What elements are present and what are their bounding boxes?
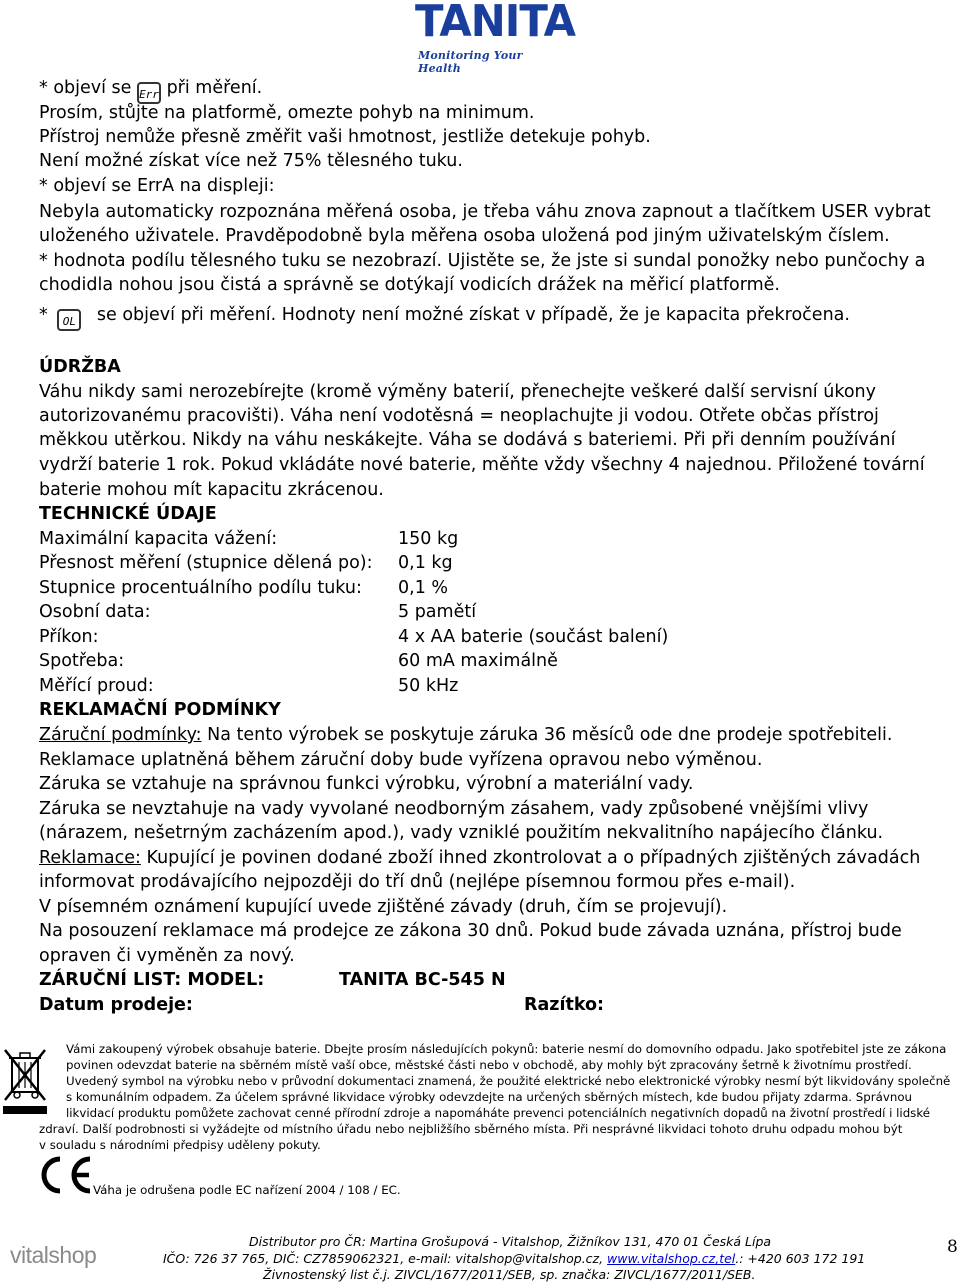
stamp-label: Razítko: [524,995,605,1015]
tech-row [39,625,919,649]
warranty-line: V písemném oznámení kupující uvede zjištěné závady (druh, čím se projevují). [39,897,728,917]
maintenance-line: autorizovanému pracovišti). Váha není vodotěsná = neoplachujte ji vodou. Otřete občas přístroj [39,406,879,426]
disposal-line: povinen odevzdat baterie na sběrném místě vaší obce, městské části nebo v obchodě, aby mohly být zpracovány šetrně k životnímu prostředí. [66,1058,912,1072]
ol-display-icon: OL [57,309,81,331]
tech-row [39,527,919,551]
ol-suffix: se objeví při měření. Hodnoty není možné získat v případě, že je kapacita překročena. [96,305,850,325]
warranty-line [39,723,892,747]
warranty-line: informovat prodávajícího nejpozději do tří dnů (nejlépe písemnou formou přes e-mail). [39,872,796,892]
note-line: Nebyla automaticky rozpoznána měřená osoba, je třeba váhu znova zapnout a tlačítkem USER vybrat [39,202,931,222]
tech-label: Maximální kapacita vážení: [39,529,278,549]
disposal-line: Vámi zakoupený výrobek obsahuje baterie. Dbejte prosím následujících pokynů: baterie nesmí do domovního odpadu. Jako spotřebitel jste ze zákona [66,1042,947,1056]
note-line: Není možné získat více než 75% tělesného tuku. [39,151,463,171]
disposal-line: likvidací produktu pomůžete zachovat cenné přírodní zdroje a napomáháte prevenci potenciálních negativních dopadů na životní prostředí i lidské [66,1106,930,1120]
err-display-icon: Err [137,82,161,104]
page-number: 8 [947,1237,958,1257]
maintenance-line: baterie mohou mít kapacitu zkrácenou. [39,480,384,500]
tech-value: 4 x AA baterie (součást balení) [398,627,669,647]
tanita-tagline: Monitoring Your Health [418,49,523,75]
tech-value: 50 kHz [398,676,459,696]
tech-value: 150 kg [398,529,459,549]
sale-date-label: Datum prodeje: [39,995,193,1015]
tanita-logo: TANITA [415,0,576,47]
err-suffix: při měření. [166,78,263,98]
maintenance-line: vydrží baterie 1 rok. Pokud vkládáte nové baterie, měňte vždy všechny 4 najednou. Přiložené tovární [39,455,925,475]
warranty-line: Reklamace uplatněná během záruční doby bude vyřízena opravou nebo výměnou. [39,750,763,770]
note-line: uloženého uživatele. Pravděpodobně byla měřena osoba uložená pod jiným uživatelským číslem. [39,226,890,246]
note-line: Přístroj nemůže přesně změřit vaši hmotnost, jestliže detekuje pohyb. [39,127,651,147]
disposal-line: s komunálním odpadem. Za účelem správné likvidace výrobky odevzdejte na určených sběrných místech, kde budou přijaty zdarma. Správnou [66,1090,913,1104]
disposal-line: v souladu s národními předpisy uděleny pokuty. [39,1138,321,1152]
website-link[interactable]: www.vitalshop.cz,tel [607,1251,736,1266]
ce-mark-icon [40,1155,96,1195]
note-line: chodidla nohou jsou čistá a správně se dotýkají vodicích drážek na měřicí platformě. [39,275,780,295]
err-note [39,76,262,104]
tech-row [39,576,919,600]
footer-contact-text: IČO: 726 37 765, DIČ: CZ7859062321, e-mail: vitalshop@vitalshop.cz, [163,1251,608,1266]
maintenance-heading: ÚDRŽBA [39,357,121,377]
weee-bin-icon [3,1048,47,1116]
warranty-terms-label: Záruční podmínky: [39,725,202,745]
warranty-line: Na posouzení reklamace má prodejce ze zákona 30 dnů. Pokud bude závada uznána, přístroj bude [39,921,902,941]
tech-row [39,600,919,624]
footer-contact [163,1251,865,1266]
tech-value: 0,1 % [398,578,449,598]
warranty-line [39,846,920,870]
ce-statement: Váha je odrušena podle EC nařízení 2004 / 108 / EC. [93,1183,401,1197]
disposal-line: Uvedený symbol na výrobku nebo v průvodní dokumentaci znamená, že použité elektrické nebo elektronické výrobky nesmí být likvidovány společně [66,1074,951,1088]
note-line: * hodnota podílu tělesného tuku se nezobrazí. Ujistěte se, že jste si sundal ponožky nebo punčochy a [39,251,926,271]
tech-row [39,551,919,575]
warranty-card-label: ZÁRUČNÍ LIST: MODEL: [39,970,265,990]
warranty-line: Záruka se vztahuje na správnou funkci výrobku, výrobní a materiální vady. [39,774,694,794]
footer-distributor: Distributor pro ČR: Martina Grošupová - Vitalshop, Žižníkov 131, 470 01 Česká Lípa [249,1234,772,1249]
note-line: * objeví se ErrA na displeji: [39,176,275,196]
tech-label: Přesnost měření (stupnice dělená po): [39,553,373,573]
tech-label: Měřící proud: [39,676,154,696]
footer-phone: .: +420 603 172 191 [735,1251,866,1266]
note-line: Prosím, stůjte na platformě, omezte pohyb na minimum. [39,103,535,123]
tech-value: 60 mA maximálně [398,651,558,671]
tech-label: Příkon: [39,627,99,647]
warranty-terms-text: Na tento výrobek se poskytuje záruka 36 měsíců ode dne prodeje spotřebiteli. [201,725,893,745]
warranty-line: (nárazem, nešetrným zacházením apod.), vady vzniklé použitím nekvalitního napájecího článku. [39,823,884,843]
complaint-text: Kupující je povinen dodané zboží ihned zkontrolovat a o případných zjištěných závadách [140,848,921,868]
ol-prefix: * [39,305,48,325]
maintenance-line: měkkou utěrkou. Nikdy na váhu neskákejte. Váha se dodává s bateriemi. Při při denním používání [39,430,896,450]
err-prefix: * objeví se [39,78,132,98]
tech-value: 5 pamětí [398,602,477,622]
tech-label: Stupnice procentuálního podílu tuku: [39,578,362,598]
complaint-label: Reklamace: [39,848,141,868]
ol-note [39,303,850,331]
warranty-line: Záruka se nevztahuje na vady vyvolané neodborným zásahem, vady způsobené vnějšími vlivy [39,799,869,819]
disposal-line: zdraví. Další podrobnosti si vyžádejte od místního úřadu nebo nejbližšího sběrného místa. Při nesprávné likvidaci tohoto druhu odpadu mohou být [39,1122,903,1136]
vitalshop-logo: vitalshop [10,1242,97,1268]
tech-label: Spotřeba: [39,651,125,671]
tech-value: 0,1 kg [398,553,453,573]
footer-license: Živnostenský list č.j. ZIVCL/1677/2011/SEB, sp. značka: ZIVCL/1677/2011/SEB. [263,1267,756,1282]
tech-label: Osobní data: [39,602,151,622]
tech-heading: TECHNICKÉ ÚDAJE [39,504,217,524]
model-name: TANITA BC-545 N [339,970,506,990]
tech-row [39,674,919,698]
warranty-line: opraven či vyměněn za nový. [39,946,295,966]
maintenance-line: Váhu nikdy sami nerozebírejte (kromě výměny baterií, přenechejte veškeré další servisní úkony [39,382,876,402]
warranty-heading: REKLAMAČNÍ PODMÍNKY [39,700,281,720]
tech-row [39,649,919,673]
